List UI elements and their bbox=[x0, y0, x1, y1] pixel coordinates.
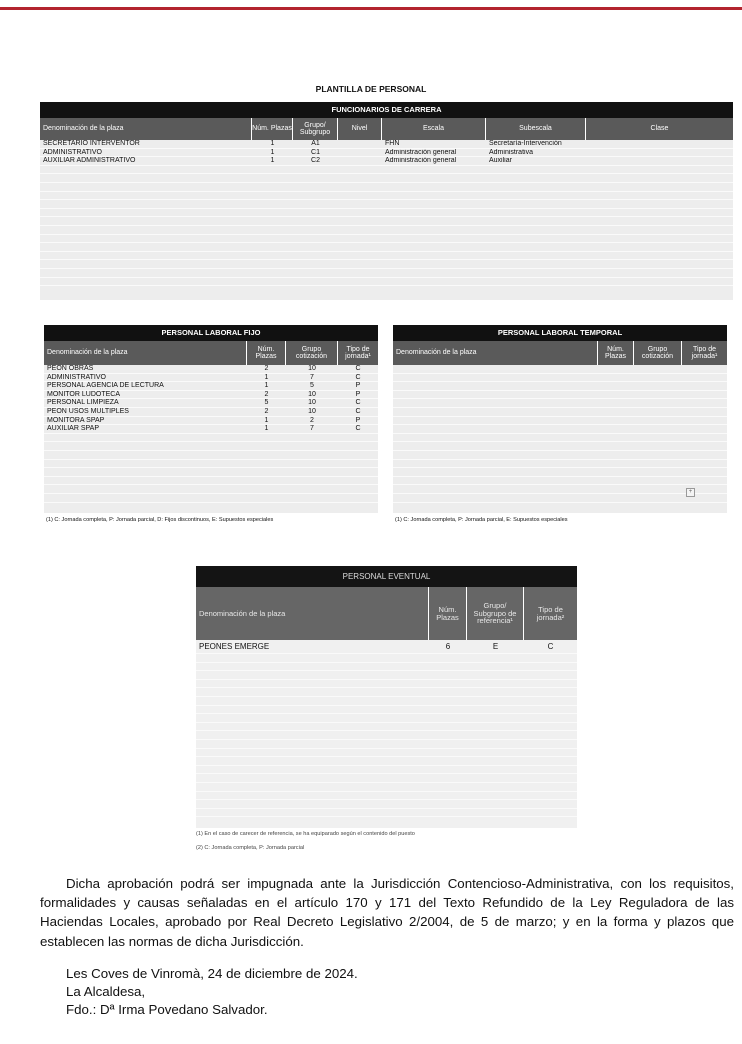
empty-row bbox=[393, 408, 727, 417]
empty-row bbox=[40, 192, 733, 201]
empty-row bbox=[393, 485, 727, 494]
empty-row bbox=[393, 494, 727, 503]
table-row bbox=[44, 417, 378, 426]
empty-row bbox=[196, 792, 577, 801]
col-num-plazas: Núm. Plazas bbox=[429, 587, 467, 640]
eventual-footnote-1: (1) En el caso de carecer de referencia, se ha equiparado según el contenido del puesto bbox=[196, 831, 415, 837]
empty-row bbox=[196, 800, 577, 809]
table-cell: ADMINISTRATIVO bbox=[43, 148, 102, 156]
table-cell bbox=[586, 157, 733, 165]
laboral-temporal-footnote: (1) C: Jornada completa, P: Jornada parcial, E: Supuestos especiales bbox=[395, 517, 568, 523]
empty-row bbox=[196, 671, 577, 680]
empty-row bbox=[393, 460, 727, 469]
table-row bbox=[44, 374, 378, 383]
signature-role: La Alcaldesa, bbox=[66, 984, 146, 999]
table-cell: 1 bbox=[270, 140, 275, 147]
empty-row bbox=[393, 425, 727, 434]
empty-row bbox=[196, 774, 577, 783]
col-grupo: Grupo/ Subgrupo bbox=[293, 118, 338, 140]
empty-row bbox=[40, 209, 733, 218]
empty-row bbox=[40, 166, 733, 175]
laboral-fijo-rows bbox=[44, 365, 378, 513]
table-cell: 10 bbox=[308, 399, 316, 407]
empty-row bbox=[40, 278, 733, 287]
col-nivel: Nivel bbox=[338, 118, 382, 140]
table-cell: 7 bbox=[310, 373, 314, 381]
table-cell: MONITOR LUDOTECA bbox=[47, 390, 120, 398]
table-cell: 2 bbox=[264, 407, 269, 415]
empty-row bbox=[40, 243, 733, 252]
col-num-plazas: Núm. Plazas bbox=[252, 118, 293, 140]
table-cell: 1 bbox=[264, 416, 269, 424]
empty-row bbox=[196, 740, 577, 749]
empty-row bbox=[40, 269, 733, 278]
eventual-footnote-2: (2) C: Jornada completa, P: Jornada parcial bbox=[196, 845, 305, 851]
table-cell: 2 bbox=[310, 416, 314, 424]
empty-row bbox=[393, 477, 727, 486]
table-cell: C bbox=[355, 365, 361, 372]
funcionarios-rows bbox=[40, 140, 733, 300]
col-subescala: Subescala bbox=[486, 118, 586, 140]
eventual-table bbox=[196, 566, 577, 828]
table-cell bbox=[338, 140, 382, 148]
funcionarios-columns bbox=[40, 118, 733, 140]
table-cell: 10 bbox=[308, 407, 316, 415]
eventual-header: PERSONAL EVENTUAL bbox=[196, 566, 577, 587]
table-cell: C1 bbox=[311, 148, 320, 156]
table-cell: P bbox=[355, 416, 361, 424]
table-cell: PERSONAL AGENCIA DE LECTURA bbox=[47, 382, 164, 390]
table-cell: Administrativa bbox=[489, 148, 533, 156]
col-num-plazas: Núm. Plazas bbox=[247, 341, 286, 365]
table-cell: 1 bbox=[270, 157, 275, 165]
table-cell: 2 bbox=[264, 365, 269, 372]
col-grupo-cotizacion: Grupo cotización bbox=[286, 341, 338, 365]
col-tipo-jornada: Tipo de jornada¹ bbox=[345, 345, 371, 360]
col-clase: Clase bbox=[650, 125, 669, 133]
table-cell: 6 bbox=[445, 642, 451, 651]
table-row bbox=[196, 640, 577, 654]
table-row bbox=[44, 382, 378, 391]
empty-row bbox=[44, 451, 378, 460]
table-cell: PEÓN USOS MÚLTIPLES bbox=[47, 407, 129, 415]
laboral-temporal-header: PERSONAL LABORAL TEMPORAL bbox=[393, 325, 727, 341]
empty-row bbox=[196, 697, 577, 706]
table-cell: 10 bbox=[308, 365, 316, 372]
empty-row bbox=[393, 399, 727, 408]
expand-icon[interactable]: + bbox=[686, 488, 695, 497]
table-cell: C bbox=[547, 642, 554, 651]
empty-row bbox=[40, 252, 733, 261]
col-tipo-jornada: Tipo de jornada¹ bbox=[691, 345, 718, 360]
table-cell: PERSONAL LIMPIEZA bbox=[47, 399, 119, 407]
table-cell: C2 bbox=[311, 157, 320, 165]
col-denominacion: Denominación de la plaza bbox=[40, 118, 252, 140]
table-cell: AUXILIAR ADMINISTRATIVO bbox=[43, 157, 136, 165]
laboral-fijo-footnote: (1) C: Jornada completa, P: Jornada parcial, D: Fijos discontinuos, E: Supuestos especiales bbox=[46, 517, 274, 523]
table-cell: 5 bbox=[264, 399, 269, 407]
table-cell: E bbox=[492, 642, 499, 651]
empty-row bbox=[196, 749, 577, 758]
empty-row bbox=[44, 494, 378, 503]
table-cell: 1 bbox=[270, 148, 275, 156]
empty-row bbox=[44, 468, 378, 477]
table-row bbox=[44, 391, 378, 400]
table-row bbox=[40, 140, 733, 149]
empty-row bbox=[196, 723, 577, 732]
table-row bbox=[40, 149, 733, 158]
empty-row bbox=[196, 766, 577, 775]
table-cell: Secretaría-Intervención bbox=[489, 140, 562, 147]
appeal-paragraph: Dicha aprobación podrá ser impugnada ante la Jurisdicción Contencioso-Administrativa, con los requisitos, formalidades y causas señaladas en el artículo 170 y 171 del Texto Refundido de la Ley Reguladora de las Haciendas Locales, aprobado por Real Decreto Legislativo 2/2004, de 5 de marzo; y en la forma y plazos que establecen las normas de dicha Jurisdicción. bbox=[40, 876, 734, 949]
empty-row bbox=[40, 200, 733, 209]
empty-row bbox=[196, 714, 577, 723]
top-accent-bar bbox=[0, 0, 742, 10]
empty-row bbox=[44, 460, 378, 469]
table-cell: SECRETARIO INTERVENTOR bbox=[43, 140, 140, 147]
funcionarios-table bbox=[40, 102, 733, 300]
table-cell bbox=[338, 149, 382, 157]
col-denominacion: Denominación de la plaza bbox=[44, 341, 247, 365]
col-num-plazas: Núm. Plazas bbox=[598, 341, 634, 365]
table-cell: C bbox=[355, 407, 361, 415]
col-grupo-cotizacion: Grupo cotización bbox=[634, 341, 682, 365]
col-tipo-jornada: Tipo de jornada² bbox=[536, 604, 565, 622]
table-cell: Administración general bbox=[385, 157, 457, 165]
empty-row bbox=[40, 174, 733, 183]
empty-row bbox=[393, 434, 727, 443]
laboral-temporal-rows bbox=[393, 365, 727, 513]
empty-row bbox=[40, 226, 733, 235]
empty-row bbox=[196, 706, 577, 715]
table-cell: Administración general bbox=[385, 148, 457, 156]
table-cell: 2 bbox=[264, 390, 269, 398]
table-row bbox=[44, 408, 378, 417]
funcionarios-header: FUNCIONARIOS DE CARRERA bbox=[40, 102, 733, 118]
col-denominacion: Denominación de la plaza bbox=[393, 341, 598, 365]
empty-row bbox=[393, 382, 727, 391]
table-cell: 5 bbox=[310, 382, 314, 390]
empty-row bbox=[196, 654, 577, 663]
empty-row bbox=[393, 365, 727, 374]
col-grupo-referencia: Grupo/ Subgrupo de referencia¹ bbox=[467, 587, 524, 640]
table-cell: MONITORA SPAP bbox=[47, 416, 105, 424]
empty-row bbox=[44, 477, 378, 486]
table-row bbox=[44, 365, 378, 374]
signature-name: Fdo.: Dª Irma Povedano Salvador. bbox=[66, 1002, 268, 1017]
laboral-temporal-table bbox=[393, 325, 727, 513]
table-cell: PEONES EMERGE bbox=[199, 642, 270, 651]
empty-row bbox=[393, 451, 727, 460]
eventual-columns bbox=[196, 587, 577, 640]
empty-row bbox=[196, 783, 577, 792]
table-cell: C bbox=[355, 425, 361, 433]
table-cell: Auxiliar bbox=[489, 157, 512, 165]
table-row bbox=[40, 157, 733, 166]
empty-row bbox=[44, 434, 378, 443]
signature-place-date: Les Coves de Vinromà, 24 de diciembre de 2024. bbox=[66, 966, 358, 981]
table-cell: C bbox=[355, 399, 361, 407]
laboral-fijo-table bbox=[44, 325, 378, 513]
empty-row bbox=[393, 468, 727, 477]
table-row bbox=[44, 425, 378, 434]
table-cell: 10 bbox=[308, 390, 316, 398]
table-cell: P bbox=[355, 390, 361, 398]
table-cell bbox=[586, 149, 733, 157]
table-cell: C bbox=[355, 373, 361, 381]
empty-row bbox=[44, 485, 378, 494]
empty-row bbox=[196, 757, 577, 766]
table-cell: 1 bbox=[264, 382, 269, 390]
table-cell: AUXILIAR SPAP bbox=[47, 425, 100, 433]
empty-row bbox=[40, 235, 733, 244]
col-escala: Escala bbox=[382, 118, 486, 140]
laboral-fijo-header: PERSONAL LABORAL FIJO bbox=[44, 325, 378, 341]
eventual-rows bbox=[196, 640, 577, 828]
table-cell bbox=[338, 157, 382, 165]
table-cell: A1 bbox=[311, 140, 320, 147]
table-cell: P bbox=[355, 382, 361, 390]
empty-row bbox=[44, 442, 378, 451]
empty-row bbox=[196, 809, 577, 818]
empty-row bbox=[393, 374, 727, 383]
col-denominacion: Denominación de la plaza bbox=[196, 587, 429, 640]
table-cell bbox=[586, 140, 733, 148]
empty-row bbox=[40, 183, 733, 192]
empty-row bbox=[196, 663, 577, 672]
table-cell: 1 bbox=[264, 425, 269, 433]
table-row bbox=[44, 399, 378, 408]
empty-row bbox=[196, 688, 577, 697]
table-cell: 1 bbox=[264, 373, 269, 381]
empty-row bbox=[393, 417, 727, 426]
empty-row bbox=[196, 680, 577, 689]
empty-row bbox=[196, 731, 577, 740]
laboral-temporal-columns bbox=[393, 341, 727, 365]
laboral-fijo-columns bbox=[44, 341, 378, 365]
empty-row bbox=[40, 217, 733, 226]
table-cell: PEÓN OBRAS bbox=[47, 365, 94, 372]
empty-row bbox=[393, 442, 727, 451]
table-cell: 7 bbox=[310, 425, 314, 433]
page-title: PLANTILLA DE PERSONAL bbox=[315, 84, 427, 94]
empty-row bbox=[40, 260, 733, 269]
empty-row bbox=[393, 391, 727, 400]
table-cell: ADMINISTRATIVO bbox=[47, 373, 106, 381]
table-cell: FHN bbox=[385, 140, 400, 147]
